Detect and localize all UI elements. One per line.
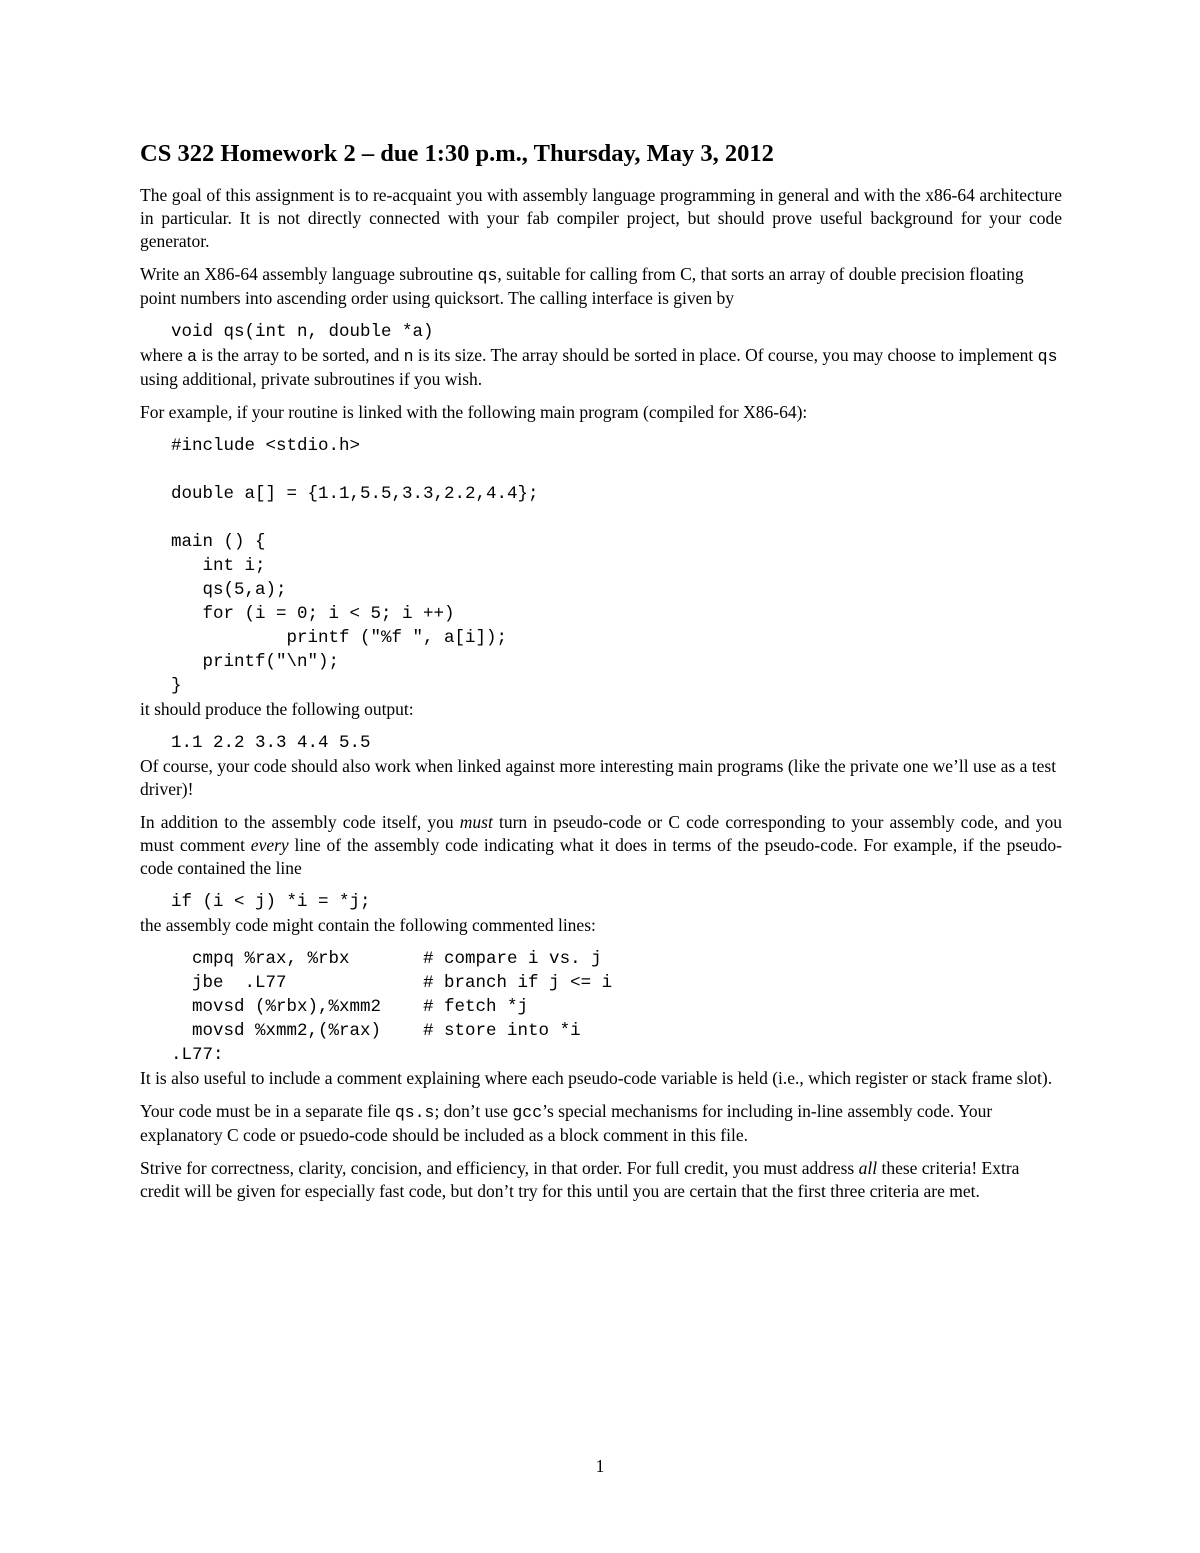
intro-paragraph: The goal of this assignment is to re-acquaint you with assembly language programming in general and with the x86-64 architecture in particular. It is not directly connected with your fab compiler project, but should prove useful background for your code generator. bbox=[140, 185, 1062, 251]
asm-intro-paragraph: the assembly code might contain the following commented lines: bbox=[140, 915, 596, 935]
example-intro-paragraph: For example, if your routine is linked with the following main program (compiled for X86-64): bbox=[140, 402, 808, 422]
criteria-paragraph: Strive for correctness, clarity, concision, and efficiency, in that order. For full credit, you must address all these criteria! Extra credit will be given for especially fast code, but don’t try for this until you are certain that the first three criteria are met. bbox=[140, 1158, 1020, 1201]
main-program-code: #include <stdio.h> double a[] = {1.1,5.5,3.3,2.2,4.4}; main () { int i; qs(5,a); for (i = 0; i < 5; i ++) printf ("%f ", a[i]); printf("\n"); } bbox=[171, 436, 539, 696]
interface-paragraph: where a is the array to be sorted, and n is its size. The array should be sorted in place. Of course, you may choose to implement qs using additional, private subroutines if you wish. bbox=[140, 345, 1058, 389]
file-paragraph: Your code must be in a separate file qs.s; don’t use gcc’s special mechanisms for including in-line assembly code. Your explanatory C code or psuedo-code should be included as a block comment in this file. bbox=[140, 1101, 993, 1145]
inline-code-a: a bbox=[187, 347, 198, 366]
inline-code-qs-2: qs bbox=[1037, 347, 1058, 366]
pseudo-code-line: if (i < j) *i = *j; bbox=[171, 892, 371, 912]
page-title: CS 322 Homework 2 – due 1:30 p.m., Thursday, May 3, 2012 bbox=[140, 140, 774, 167]
test-driver-paragraph: Of course, your code should also work when linked against more interesting main programs (like the private one we’ll use as a test driver)! bbox=[140, 756, 1057, 799]
commenting-paragraph: In addition to the assembly code itself, you must turn in pseudo-code or C code corresponding to your assembly code, and you must comment every line of the assembly code indicating what it does in terms of the pseudo-code. For example, if the pseudo-code contained the line bbox=[140, 812, 1063, 878]
inline-code-gcc: gcc bbox=[512, 1103, 543, 1122]
inline-code-n: n bbox=[403, 347, 414, 366]
output-intro-paragraph: it should produce the following output: bbox=[140, 699, 414, 719]
expected-output: 1.1 2.2 3.3 4.4 5.5 bbox=[171, 733, 371, 753]
task-paragraph: Write an X86-64 assembly language subroutine qs, suitable for calling from C, that sorts an array of double precision floating point numbers into ascending order using quicksort. The calling interface is given by bbox=[140, 264, 1024, 308]
inline-code-file: qs.s bbox=[394, 1103, 435, 1122]
inline-code-qs: qs bbox=[477, 266, 498, 285]
page-number: 1 bbox=[595, 1456, 605, 1476]
document-page bbox=[140, 138, 1062, 1213]
assembly-code: cmpq %rax, %rbx # compare i vs. j jbe .L77 # branch if j <= i movsd (%rbx),%xmm2 # fetch *j movsd %xmm2,(%rax) # store into *i .L77: bbox=[171, 949, 613, 1065]
function-prototype: void qs(int n, double *a) bbox=[171, 322, 434, 342]
variable-comment-paragraph: It is also useful to include a comment explaining where each pseudo-code variable is held (i.e., which register or stack frame slot). bbox=[140, 1068, 1053, 1088]
